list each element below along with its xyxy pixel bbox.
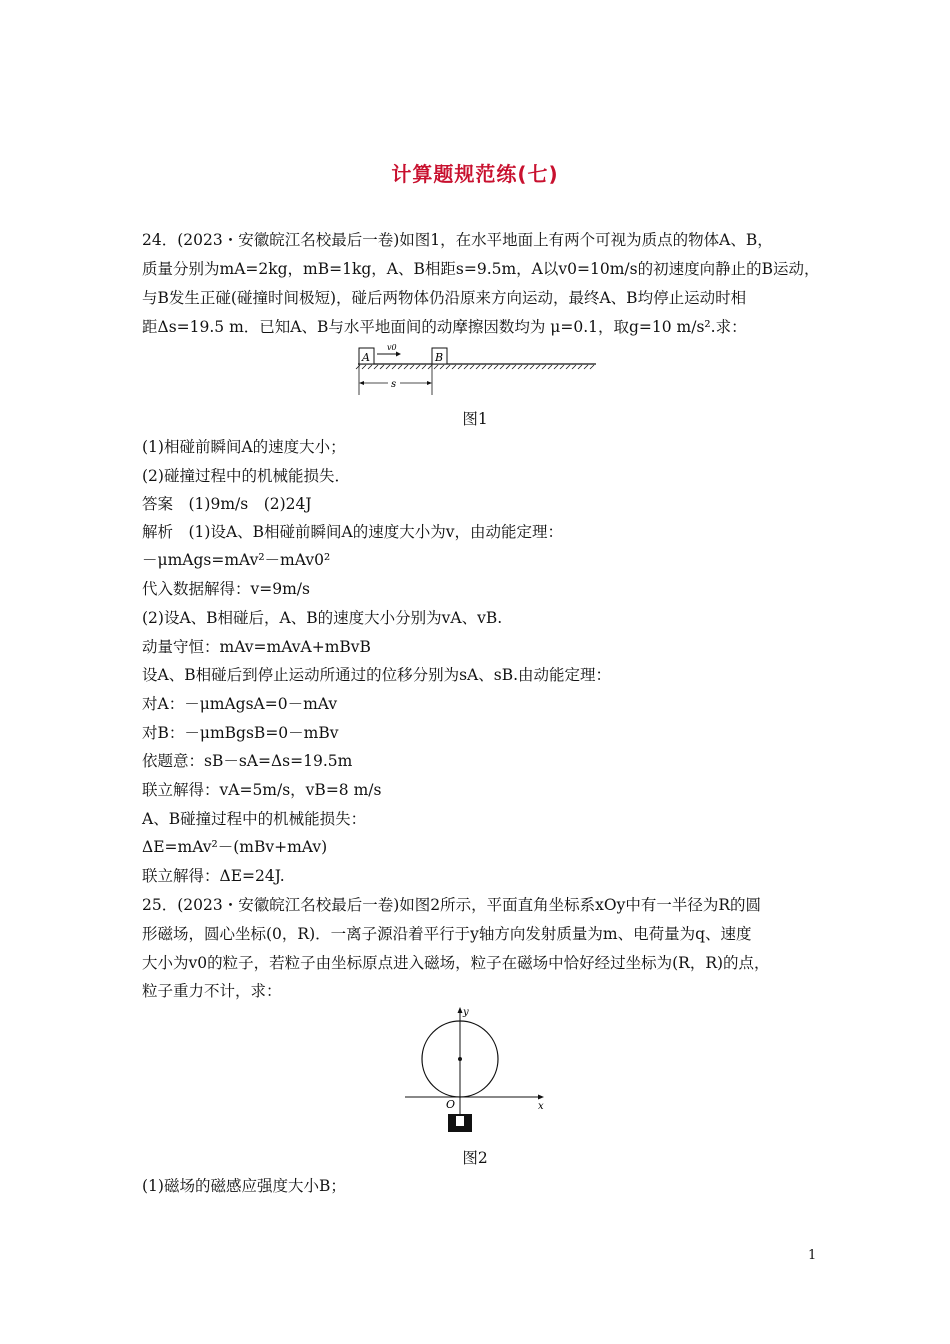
- x-axis-label: x: [538, 1101, 544, 1112]
- q24-solution-line: A、B碰撞过程中的机械能损失：: [142, 810, 367, 828]
- q24-solution-line: 对B：－μmBgsB=0－mBv: [142, 724, 339, 742]
- q25-subquestion-1: (1)磁场的磁感应强度大小B；: [142, 1177, 346, 1195]
- figure-2-coordinate-diagram: [400, 1004, 560, 1140]
- y-axis-label: y: [463, 1007, 469, 1018]
- q24-line-1: 24．(2023・安徽皖江名校最后一卷)如图1，在水平地面上有两个可视为质点的物体A、B，: [142, 231, 773, 249]
- figure-2-caption: 图2: [462, 1149, 488, 1167]
- q24-answer: 答案 (1)9m/s (2)24J: [142, 495, 312, 513]
- page-title: 计算题规范练(七): [391, 162, 559, 186]
- q24-line-4: 距Δs=19.5 m．已知A、B与水平地面间的动摩擦因数均为 μ=0.1，取g=10 m/s².求：: [142, 318, 747, 336]
- figure-1-caption: 图1: [462, 410, 488, 428]
- page-number: 1: [808, 1248, 817, 1263]
- q24-solution-line: 依题意：sB－sA=Δs=19.5m: [142, 752, 353, 770]
- figure-1-blocks-diagram: [350, 342, 600, 398]
- v0-label: v0: [387, 343, 397, 352]
- q24-line-2: 质量分别为mA=2kg，mB=1kg，A、B相距s=9.5m，A以v0=10m/s的初速度向静止的B运动，: [142, 260, 820, 278]
- block-a-label: A: [362, 351, 370, 364]
- q24-solution-line: 动量守恒：mAv=mAvA+mBvB: [142, 638, 371, 656]
- block-b-label: B: [435, 351, 444, 364]
- q24-subquestion-2: (2)碰撞过程中的机械能损失．: [142, 467, 350, 485]
- q24-solution-line: 代入数据解得：v=9m/s: [142, 580, 310, 598]
- q24-subquestion-1: (1)相碰前瞬间A的速度大小；: [142, 438, 346, 456]
- q24-solution-line: 联立解得：vA=5m/s，vB=8 m/s: [142, 781, 382, 799]
- q24-solution-line: (2)设A、B相碰后，A、B的速度大小分别为vA、vB.: [142, 609, 503, 627]
- origin-label: O: [446, 1098, 456, 1111]
- circle-center-point: [458, 1057, 462, 1061]
- q25-line-3: 大小为v0的粒子，若粒子由坐标原点进入磁场，粒子在磁场中恰好经过坐标为(R，R)的点，: [142, 954, 770, 972]
- distance-label: s: [391, 379, 397, 390]
- q25-line-1: 25．(2023・安徽皖江名校最后一卷)如图2所示，平面直角坐标系xOy中有一半径为R的圆: [142, 896, 762, 914]
- q24-solution-line: 设A、B相碰后到停止运动所通过的位移分别为sA、sB.由动能定理：: [142, 666, 612, 684]
- q24-line-3: 与B发生正碰(碰撞时间极短)，碰后两物体仍沿原来方向运动，最终A、B均停止运动时相: [142, 289, 747, 307]
- q24-solution-line: 对A：－μmAgsA=0－mAv: [142, 695, 338, 713]
- q24-solution-line: 解析 (1)设A、B相碰前瞬间A的速度大小为v，由动能定理：: [142, 523, 563, 541]
- q24-solution-line: －μmAgs=mAv²－mAv0²: [142, 551, 331, 569]
- q25-line-2: 形磁场，圆心坐标(0，R)．一离子源沿着平行于y轴方向发射质量为m、电荷量为q、速度: [142, 925, 752, 943]
- q24-solution-line: ΔE=mAv²－(mBv+mAv): [142, 838, 328, 856]
- q24-solution-line: 联立解得：ΔE=24J.: [142, 867, 285, 885]
- q25-line-4: 粒子重力不计，求：: [142, 982, 282, 1000]
